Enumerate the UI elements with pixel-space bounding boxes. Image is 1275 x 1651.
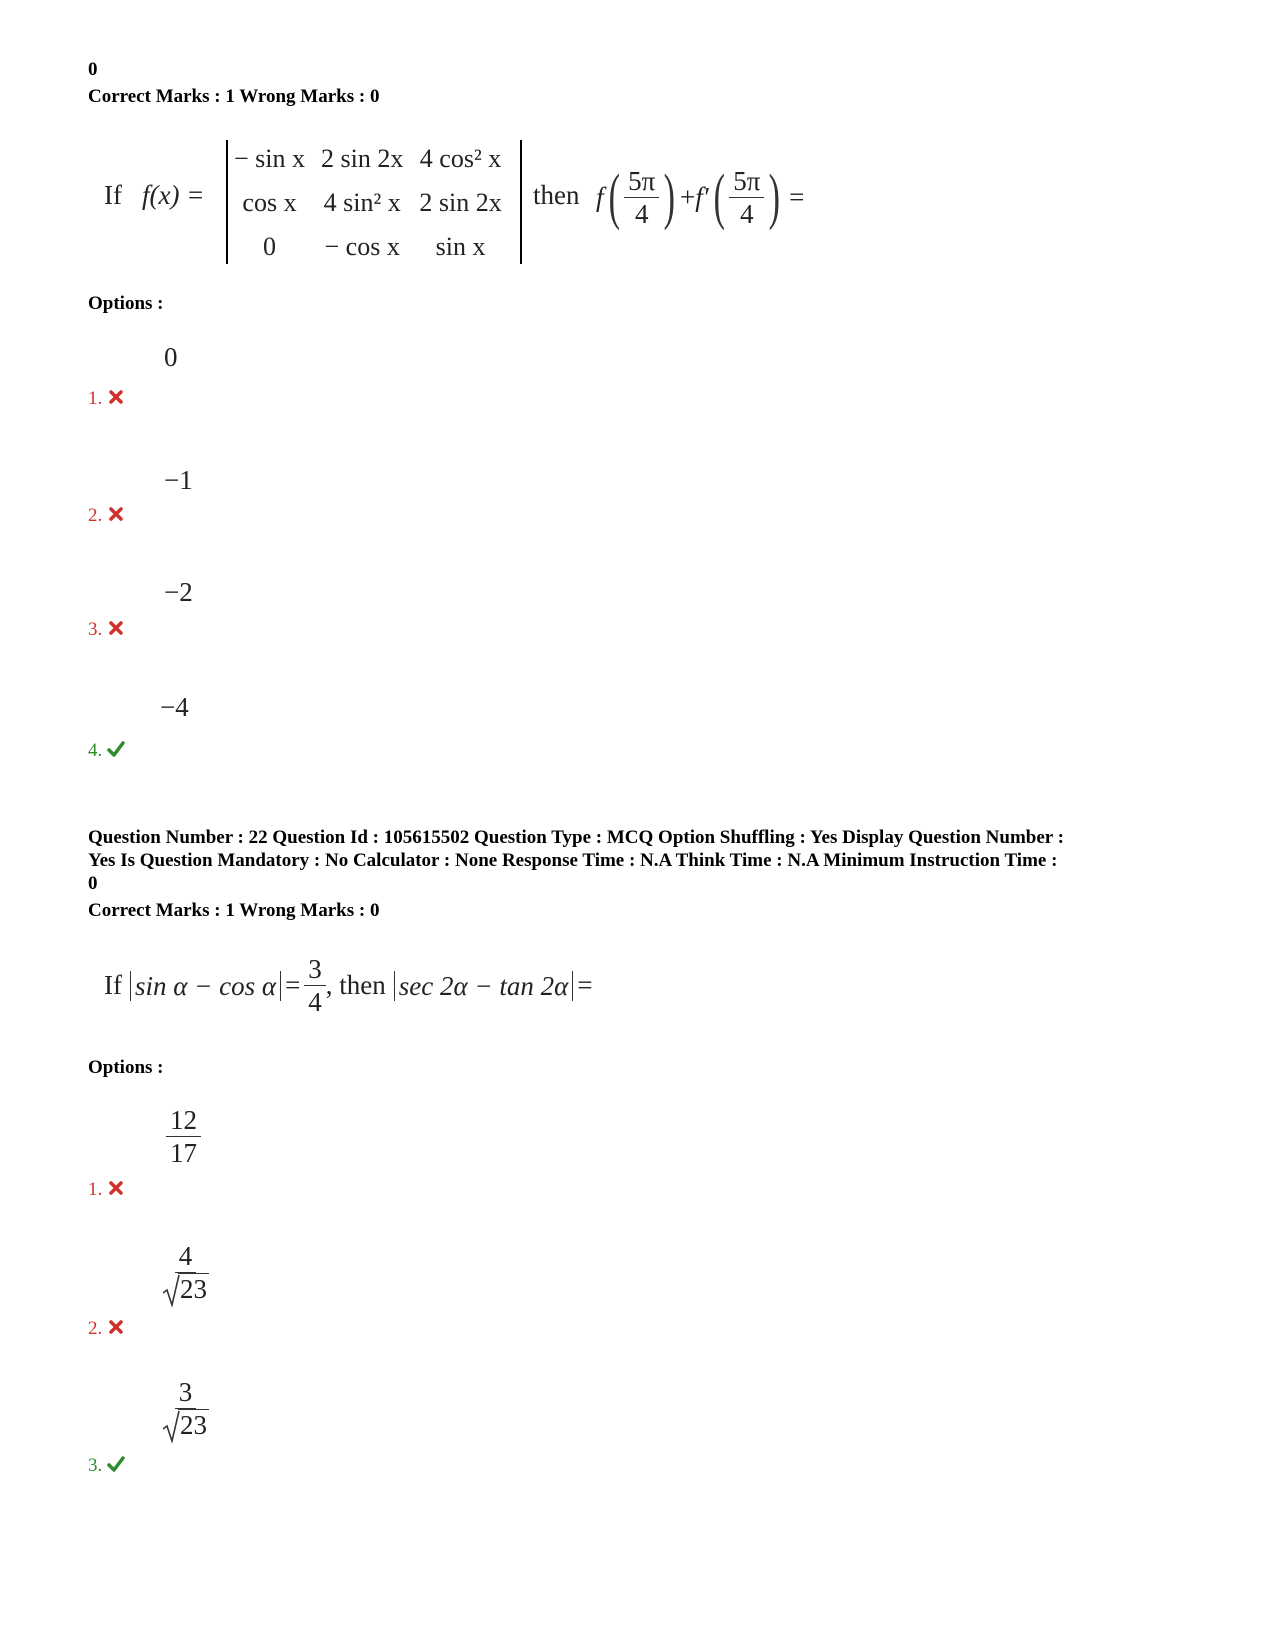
cross-icon	[107, 505, 125, 523]
det-cell: − cos x	[324, 232, 400, 261]
q22-then: , then	[325, 970, 386, 1000]
det-cell: 2 sin 2x	[321, 144, 404, 173]
sqrt-radicand: 23	[180, 1410, 207, 1440]
q22-option-2[interactable]	[88, 1318, 125, 1340]
q21-f-of-x: f(x) =	[142, 180, 205, 210]
q22-if: If	[104, 970, 122, 1000]
q21-determinant	[226, 137, 510, 269]
frac-denominator: 4	[634, 198, 649, 229]
q21-fprime-symbol: f′	[695, 181, 709, 212]
equals-sign: =	[577, 970, 593, 1000]
option-label: 1.	[88, 1179, 103, 1200]
min-instruction-value: 0	[88, 59, 98, 80]
frac-denominator	[162, 1273, 209, 1303]
q22-option-3-value	[162, 1378, 209, 1439]
option-label: 3.	[88, 619, 103, 640]
q22-option-1-value	[166, 1106, 201, 1167]
q22-option-2-value	[162, 1242, 209, 1303]
q21-option-4[interactable]	[88, 740, 125, 762]
cross-icon	[107, 619, 125, 637]
q21-f-symbol: f	[596, 181, 604, 212]
sqrt-icon	[162, 1411, 209, 1439]
frac-denominator: 4	[740, 198, 754, 229]
option-fraction	[166, 1106, 201, 1167]
q22-option-1[interactable]	[88, 1179, 125, 1201]
q22-meta-line-2: Yes Is Question Mandatory : No Calculator : None Response Time : N.A Think Time : N.A Minimum Instruction Time :	[88, 850, 1058, 871]
left-paren: (	[608, 163, 620, 231]
frac-numerator: 4	[175, 1242, 197, 1273]
option-label: 4.	[88, 740, 103, 761]
q21-if: If	[104, 180, 122, 210]
option-label: 2.	[88, 505, 103, 526]
det-cell: sin x	[435, 232, 486, 261]
equals-sign: =	[789, 181, 805, 212]
equals-sign: =	[285, 970, 301, 1000]
frac-numerator: 12	[166, 1106, 201, 1137]
option-fraction	[162, 1242, 209, 1303]
cross-icon	[107, 1179, 125, 1197]
abs-expression: sin α − cos α	[134, 970, 277, 1001]
det-cell: 4 cos² x	[419, 144, 502, 173]
sqrt-icon	[162, 1275, 209, 1303]
frac-numerator: 3	[175, 1378, 197, 1409]
q21-frac-1	[624, 167, 659, 228]
frac-numerator: 5π	[729, 167, 764, 198]
q22-option-3[interactable]	[88, 1455, 125, 1477]
q22-marks-line: Correct Marks : 1 Wrong Marks : 0	[88, 900, 380, 921]
q21-option-2[interactable]	[88, 505, 125, 527]
cross-icon	[107, 388, 125, 406]
option-fraction	[162, 1378, 209, 1439]
det-cell: 2 sin 2x	[419, 188, 502, 217]
q21-tail-expression	[596, 163, 805, 231]
det-cell: − sin x	[234, 144, 306, 173]
q21-frac-2	[729, 167, 764, 228]
abs-expression: sec 2α − tan 2α	[398, 970, 569, 1001]
cross-icon	[107, 1318, 125, 1336]
q22-frac	[304, 955, 326, 1016]
q21-then: then	[533, 180, 580, 210]
right-paren: )	[663, 163, 676, 231]
q22-meta-line-3: 0	[88, 873, 98, 894]
check-icon	[107, 740, 125, 758]
q21-det-right-bar	[520, 140, 522, 264]
option-label: 3.	[88, 1455, 103, 1476]
sqrt-radicand: 23	[180, 1274, 207, 1304]
q21-option-3-value: −2	[164, 577, 193, 607]
right-paren: )	[769, 163, 781, 231]
option-label: 2.	[88, 1318, 103, 1339]
q21-option-1[interactable]	[88, 388, 125, 410]
q22-statement	[104, 955, 593, 1016]
q21-option-1-value: 0	[164, 342, 178, 372]
q22-abs-2	[394, 971, 574, 1001]
frac-denominator	[162, 1409, 209, 1439]
option-label: 1.	[88, 388, 103, 409]
q21-option-3[interactable]	[88, 619, 125, 641]
det-cell: 0	[263, 232, 276, 261]
frac-denominator: 4	[308, 987, 322, 1017]
q22-options-heading: Options :	[88, 1057, 164, 1078]
frac-numerator: 5π	[624, 167, 659, 198]
q21-option-4-value: −4	[160, 692, 189, 722]
plus-sign: +	[679, 181, 696, 212]
q21-option-2-value: −1	[164, 465, 193, 495]
marks-line: Correct Marks : 1 Wrong Marks : 0	[88, 86, 380, 107]
check-icon	[107, 1455, 125, 1473]
frac-numerator: 3	[304, 955, 326, 986]
det-cell: cos x	[242, 188, 297, 217]
left-paren: (	[713, 163, 725, 231]
det-cell: 4 sin² x	[323, 188, 401, 217]
frac-denominator: 17	[170, 1138, 197, 1168]
q22-abs-1	[130, 971, 281, 1001]
q22-meta-line-1: Question Number : 22 Question Id : 105615502 Question Type : MCQ Option Shuffling : Yes Display Question Number :	[88, 827, 1064, 848]
q21-options-heading: Options :	[88, 293, 164, 314]
